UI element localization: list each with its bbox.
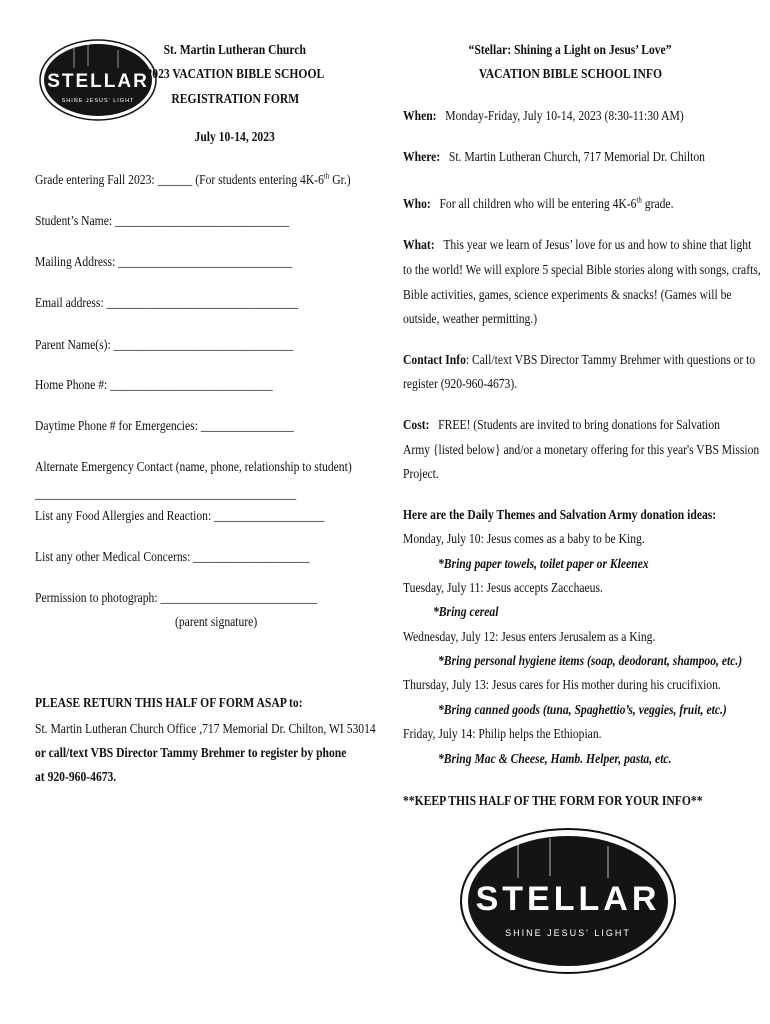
svg-text:STELLAR: STELLAR xyxy=(47,71,149,92)
mailing-address-field[interactable]: Mailing Address: ______________________________ xyxy=(35,254,293,269)
alt-contact-field[interactable]: _____________________________________________ xyxy=(35,486,297,501)
church-name: St. Martin Lutheran Church xyxy=(163,42,307,57)
info-title: VACATION BIBLE SCHOOL INFO xyxy=(478,66,662,81)
grade-field[interactable]: Grade entering Fall 2023: ______ (For students entering 4K-6th Gr.) xyxy=(35,171,351,187)
what-line-4: outside, weather permitting.) xyxy=(403,311,538,326)
call-line-1: or call/text VBS Director Tammy Brehmer to register by phone xyxy=(35,745,347,760)
donation-monday: *Bring paper towels, toilet paper or Kleenex xyxy=(438,556,649,571)
donation-wednesday: *Bring personal hygiene items (soap, deodorant, shampoo, etc.) xyxy=(438,653,743,668)
day-tuesday: Tuesday, July 11: Jesus accepts Zacchaeus. xyxy=(403,580,603,595)
parent-name-field[interactable]: Parent Name(s): _______________________________ xyxy=(35,337,294,352)
what-line-1: What: This year we learn of Jesus’ love for us and how to shine that light xyxy=(403,237,752,252)
svg-text:SHINE JESUS' LIGHT: SHINE JESUS' LIGHT xyxy=(61,98,135,104)
cost-line-2: Army {listed below} and/or a monetary offering for this year's VBS Mission xyxy=(403,442,760,457)
daytime-phone-field[interactable]: Daytime Phone # for Emergencies: ________________ xyxy=(35,418,294,433)
donation-tuesday: *Bring cereal xyxy=(433,604,499,619)
allergies-field[interactable]: List any Food Allergies and Reaction: ___________________ xyxy=(35,508,325,523)
day-wednesday: Wednesday, July 12: Jesus enters Jerusalem as a King. xyxy=(403,629,656,644)
svg-text:STELLAR: STELLAR xyxy=(475,880,661,918)
home-phone-field[interactable]: Home Phone #: ____________________________ xyxy=(35,377,273,392)
return-address: St. Martin Lutheran Church Office ,717 Memorial Dr. Chilton, WI 53014 xyxy=(35,721,376,736)
contact-line-1: Contact Info: Call/text VBS Director Tammy Brehmer with questions or to xyxy=(403,352,756,367)
who-row: Who: For all children who will be entering 4K-6th grade. xyxy=(403,195,674,211)
what-line-3: Bible activities, games, science experiments & snacks! (Games will be xyxy=(403,287,732,302)
cost-line-1: Cost: FREE! (Students are invited to bring donations for Salvation xyxy=(403,417,720,432)
form-title: REGISTRATION FORM xyxy=(171,91,299,106)
day-thursday: Thursday, July 13: Jesus cares for His mother during his crucifixion. xyxy=(403,677,721,692)
where-row: Where: St. Martin Lutheran Church, 717 Memorial Dr. Chilton xyxy=(403,149,705,164)
what-line-2: to the world! We will explore 5 special Bible stories along with songs, crafts, xyxy=(403,262,761,277)
contact-line-2: register (920-960-4673). xyxy=(403,376,518,391)
email-field[interactable]: Email address: _________________________________ xyxy=(35,295,299,310)
call-line-2: at 920-960-4673. xyxy=(35,769,117,784)
donation-thursday: *Bring canned goods (tuna, Spaghettio’s, veggies, fruit, etc.) xyxy=(438,702,727,717)
day-monday: Monday, July 10: Jesus comes as a baby to be King. xyxy=(403,531,645,546)
alt-contact-label: Alternate Emergency Contact (name, phone, relationship to student) xyxy=(35,459,352,474)
when-row: When: Monday-Friday, July 10-14, 2023 (8:30-11:30 AM) xyxy=(403,108,684,123)
theme-title: “Stellar: Shining a Light on Jesus’ Love” xyxy=(468,42,672,57)
themes-heading: Here are the Daily Themes and Salvation Army donation ideas: xyxy=(403,507,717,522)
day-friday: Friday, July 14: Philip helps the Ethiopian. xyxy=(403,726,602,741)
return-heading: PLEASE RETURN THIS HALF OF FORM ASAP to: xyxy=(35,695,303,710)
photo-permission-field[interactable]: Permission to photograph: ___________________________ xyxy=(35,590,318,605)
svg-text:SHINE JESUS' LIGHT: SHINE JESUS' LIGHT xyxy=(505,928,631,938)
donation-friday: *Bring Mac & Cheese, Hamb. Helper, pasta, etc. xyxy=(438,751,672,766)
parent-signature-caption: (parent signature) xyxy=(175,614,258,629)
program-name: 2023 VACATION BIBLE SCHOOL xyxy=(146,66,324,81)
event-dates: July 10-14, 2023 xyxy=(194,129,276,144)
stellar-logo-bottom xyxy=(458,826,678,976)
medical-field[interactable]: List any other Medical Concerns: ____________________ xyxy=(35,549,310,564)
student-name-field[interactable]: Student’s Name: ______________________________ xyxy=(35,213,290,228)
cost-line-3: Project. xyxy=(403,466,439,481)
keep-note: **KEEP THIS HALF OF THE FORM FOR YOUR INFO** xyxy=(403,793,703,808)
